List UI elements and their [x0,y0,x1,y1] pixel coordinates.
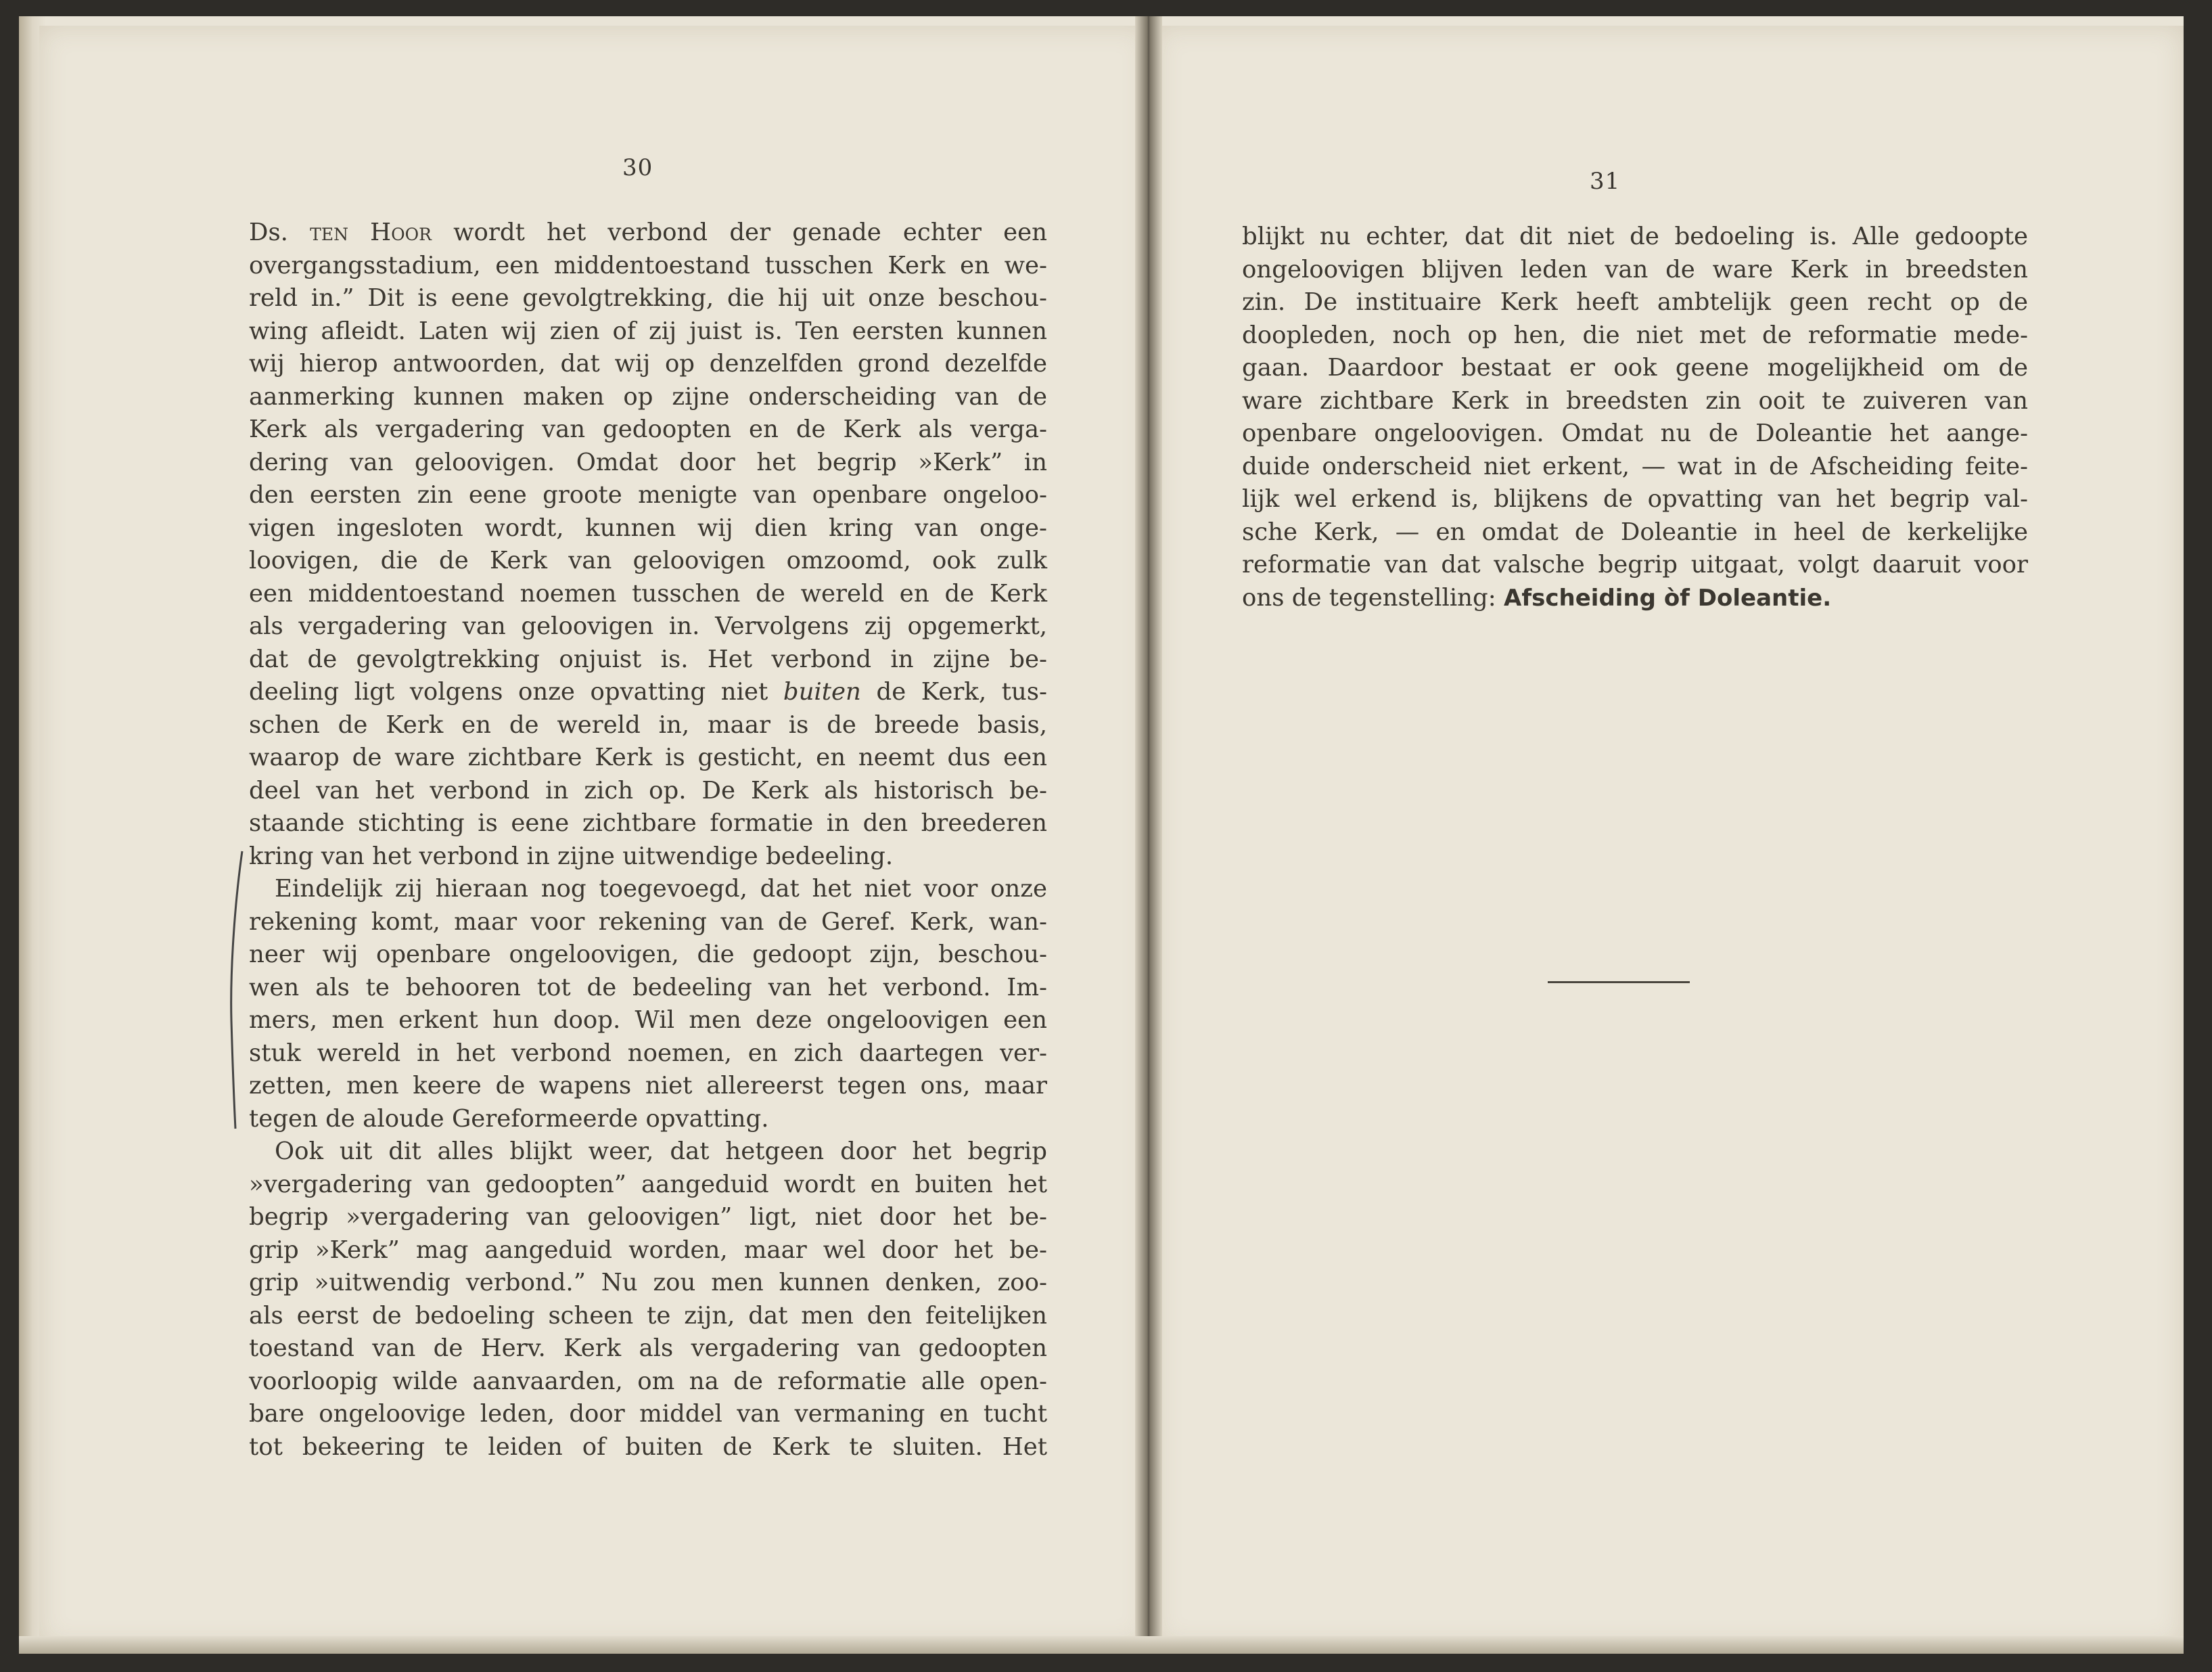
line-text: ons de tegenstelling: [1242,583,1504,612]
text-line [249,873,1047,906]
line-text: »vergadering van gedoopten” aangeduid wordt en buiten het [249,1170,1047,1198]
text-line [249,217,1047,250]
line-text: Eindelijk zij hieraan nog toegevoegd, dat het niet voor onze [275,875,1047,903]
line-text: als eerst de bedoeling scheen te zijn, dat men den feitelijken [249,1301,1047,1330]
line-text: wij hierop antwoorden, dat wij op denzelfden grond dezelfde [249,350,1047,378]
line-text: schen de Kerk en de wereld in, maar is de breede basis, [249,710,1047,739]
line-text: dering van geloovigen. Omdat door het begrip »Kerk” in [249,448,1047,476]
line-text: zin. De instituaire Kerk heeft ambtelijk geen recht op de [1242,288,2028,316]
line-text: ongeloovigen blijven leden van de ware Kerk in breedsten [1242,255,2028,284]
line-text: voorloopig wilde aanvaarden, om na de reformatie alle open- [249,1367,1047,1395]
text-line [1242,254,2028,287]
line-text: zetten, men keere de wapens niet allereerst tegen ons, maar [249,1072,1047,1100]
line-text: ware zichtbare Kerk in breedsten zin ooit te zuiveren van [1242,386,2028,415]
text-line [249,1169,1047,1202]
text-line [249,643,1047,677]
line-text: aanmerking kunnen maken op zijne onderscheiding van de [249,382,1047,411]
line-text: tot bekeering te leiden of buiten de Kerk te sluiten. Het [249,1432,1047,1461]
line-text: wordt het verbond der genade echter een [431,219,1048,246]
left-page-text [249,217,1047,1464]
text-line [249,1004,1047,1037]
text-line [1242,582,2028,615]
line-text: openbare ongeloovigen. Omdat nu de Doleantie het aange- [1242,420,2028,447]
line-text: duide onderscheid niet erkent, — wat in de Afscheiding feite- [1242,452,2028,480]
text-line [249,479,1047,512]
line-text: mers, men erkent hun doop. Wil men deze ongeloovigen een [249,1006,1047,1034]
text-line [249,1300,1047,1333]
text-line [249,1037,1047,1070]
end-rule [1548,981,1690,983]
text-line [249,512,1047,545]
text-line [249,906,1047,939]
small-caps-text: ten Hoor [310,219,432,246]
text-line [1242,286,2028,319]
line-text: neer wij openbare ongeloovigen, die gedoopt zijn, beschou- [249,941,1047,968]
line-text: toestand van de Herv. Kerk als vergadering van gedoopten [249,1334,1047,1362]
line-text: een middentoestand noemen tusschen de wereld en de Kerk [249,579,1047,608]
text-line [249,709,1047,742]
line-text: buiten [783,678,861,706]
line-text: doopleden, noch op hen, die niet met de reformatie mede- [1242,321,2028,349]
text-line [249,545,1047,578]
text-line [249,1398,1047,1431]
text-line [1242,549,2028,582]
text-line [249,1135,1047,1169]
page-number-left: 30 [622,154,653,181]
line-text: gaan. Daardoor bestaat er ook geene mogelijkheid om de [1242,354,2028,382]
text-line [249,250,1047,283]
line-text: grip »Kerk” mag aangeduid worden, maar wel door het be- [249,1236,1047,1264]
line-text: tegen de aloude Gereformeerde opvatting. [249,1104,769,1133]
pencil-margin-mark [215,844,256,1142]
text-line [249,315,1047,348]
text-line [249,348,1047,381]
text-line [1242,483,2028,516]
text-line [249,578,1047,611]
line-text: vigen ingesloten wordt, kunnen wij dien kring van onge- [249,514,1047,542]
text-line [1242,385,2028,418]
text-line [249,381,1047,414]
text-line [249,447,1047,480]
line-text: den eersten zin eene groote menigte van openbare ongeloo- [249,481,1047,509]
book-spread [19,16,2184,1654]
text-line [249,610,1047,643]
text-line [249,1332,1047,1365]
line-text: rekening komt, maar voor rekening van de Geref. Kerk, wan- [249,907,1047,936]
line-text: begrip »vergadering van geloovigen” ligt, niet door het be- [249,1203,1047,1231]
book-gutter [1135,16,1162,1654]
line-text: overgangsstadium, een middentoestand tusschen Kerk en we- [249,251,1047,279]
line-text: kring van het verbond in zijne uitwendige bedeeling. [249,842,894,870]
text-line [249,807,1047,840]
line-text: reformatie van dat valsche begrip uitgaat, volgt daaruit voor [1242,551,2028,579]
line-text: blijkt nu echter, dat dit niet de bedoeling is. Alle gedoopte [1242,223,2028,250]
line-text: Ds. [249,219,310,246]
line-text: de Kerk, tus- [860,678,1047,706]
line-text: sche Kerk, — en omdat de Doleantie in heel de kerkelijke [1242,518,2028,546]
line-text: staande stichting is eene zichtbare formatie in den breederen [249,809,1047,837]
line-text: grip »uitwendig verbond.” Nu zou men kunnen denken, zoo- [249,1269,1047,1296]
text-line [249,1234,1047,1267]
line-text: als vergadering van geloovigen in. Vervolgens zij opgemerkt, [249,612,1047,640]
line-text: lijk wel erkend is, blijkens de opvatting van het begrip val- [1242,485,2028,513]
line-text: Kerk als vergadering van gedoopten en de Kerk als verga- [249,415,1047,443]
line-text: wing afleidt. Laten wij zien of zij juist is. Ten eersten kunnen [249,317,1047,345]
text-line [249,1201,1047,1234]
line-text: loovigen, die de Kerk van geloovigen omzoomd, ook zulk [249,547,1047,574]
emphasis-text: Afscheiding òf Doleantie. [1504,584,1832,612]
text-line [249,413,1047,447]
text-line [249,1267,1047,1300]
line-text: deel van het verbond in zich op. De Kerk als historisch be- [249,776,1047,805]
text-line [249,676,1047,709]
line-text: Ook uit dit alles blijkt weer, dat hetgeen door het begrip [275,1137,1047,1165]
right-page-text [1242,221,2028,614]
text-line [249,742,1047,775]
text-line [249,939,1047,972]
text-line [249,840,1047,874]
text-line [1242,352,2028,385]
text-line [1242,417,2028,451]
text-line [1242,516,2028,549]
text-line [249,1103,1047,1136]
text-line [249,775,1047,808]
book-edge-bottom [19,1636,2184,1654]
text-line [249,1070,1047,1103]
text-line [249,1431,1047,1464]
text-line [1242,451,2028,484]
line-text: dat de gevolgtrekking onjuist is. Het verbond in zijne be- [249,645,1047,673]
line-text: bare ongeloovige leden, door middel van vermaning en tucht [249,1400,1047,1428]
left-page [39,26,1149,1646]
text-line [249,1365,1047,1399]
right-page [1155,26,2184,1646]
text-line [1242,319,2028,353]
text-line [1242,221,2028,254]
line-text: stuk wereld in het verbond noemen, en zich daartegen ver- [249,1039,1047,1067]
line-text: reld in.” Dit is eene gevolgtrekking, die hij uit onze beschou- [249,284,1047,312]
line-text: deeling ligt volgens onze opvatting niet [249,678,783,706]
line-text: waarop de ware zichtbare Kerk is gesticht, en neemt dus een [249,744,1047,771]
page-number-right: 31 [1590,168,1621,195]
text-line [249,282,1047,315]
line-text: wen als te behooren tot de bedeeling van het verbond. Im- [249,973,1047,1001]
text-line [249,972,1047,1005]
